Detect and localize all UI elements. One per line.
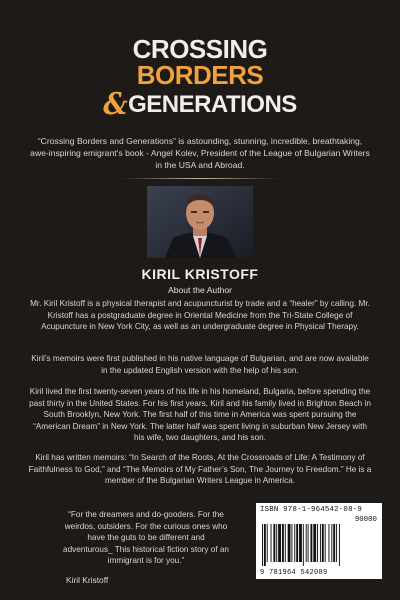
barcode-bars-graphic [260, 524, 378, 566]
author-photo [147, 186, 253, 258]
isbn-barcode [256, 503, 382, 579]
title-line-generations [0, 87, 400, 122]
book-title [0, 34, 400, 122]
divider-line [120, 178, 280, 179]
isbn-text: ISBN 978-1-964542-08-9 [260, 506, 362, 514]
bio-paragraph: Kiril lived the first twenty-seven years of his life in his homeland, Bulgaria, before spending the past thirty in the United States. For his first years, Kiril and his family lived in Brighton Beach in South Brooklyn, New York. The first half of this time in America was spent pursuing the “American Dream” in New York. The latter half was spent living in suburban New Jersey with his wife, two daughters, and his son. [29, 387, 371, 443]
about-author-heading: About the Author [167, 285, 233, 295]
bio-paragraph: Kiril’s memoirs were first published in his native language of Bulgarian, and are now available in the updated English version with the help of his son. [31, 354, 369, 375]
title-line-borders: BORDERS [136, 60, 264, 90]
bio-paragraph: Kiril has written memoirs: “In Search of the Roots, At the Crossroads of Life: A Testimony of Faithfulness to God,” and “The Memoirs of My Father’s Son, The Journey to Freedom.” He is a member of the Bulgarian Writers League in America. [28, 453, 372, 486]
closing-quote: “For the dreamers and do-gooders. For the weirdos, outsiders. For the curious ones who have the guts to be different and adventurous_ This historical fiction story of an immigrant is for you.” [63, 510, 229, 566]
price-code: 90000 [354, 516, 377, 524]
title-line-crossing: CROSSING [132, 34, 268, 64]
title-generations-text: GENERATIONS [128, 91, 297, 118]
author-portrait-graphic [147, 186, 253, 258]
author-signature: Kiril Kristoff [66, 575, 109, 585]
endorsement-quote: “Crossing Borders and Generations” is astounding, stunning, incredible, breathtaking, awe-inspiring emigrant’s book - Angel Kolev, President of the League of Bulgarian Writers in the USA and Abroad. [30, 136, 370, 170]
author-name: KIRIL KRISTOFF [141, 266, 259, 282]
ean-digits: 9 781964 542089 [260, 569, 328, 577]
bio-paragraph: Mr. Kiril Kristoff is a physical therapist and acupuncturist by trade and a “healer” by calling. Mr. Kristoff has a postgraduate degree in Oriental Medicine from the Tri-State College of Acupuncture in New York City, as well as an undergraduate degree in Physical Therapy. [30, 299, 370, 332]
title-ampersand: & [103, 87, 128, 122]
